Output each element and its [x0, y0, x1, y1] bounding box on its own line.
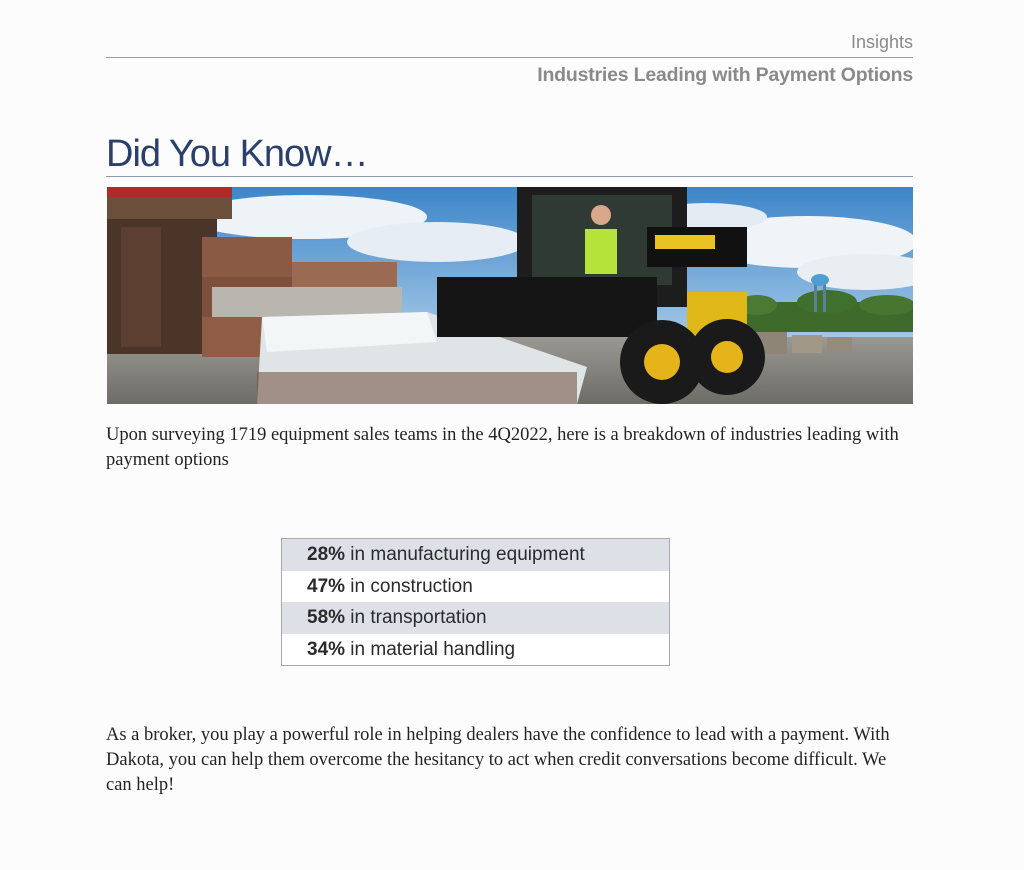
stat-row-construction	[282, 571, 669, 603]
stat-percent: 47%	[307, 575, 346, 597]
stat-label: in construction	[345, 575, 473, 597]
title-divider	[106, 176, 913, 177]
page-title: Did You Know…	[106, 133, 368, 175]
stat-percent: 58%	[307, 607, 346, 628]
stat-percent: 28%	[307, 544, 346, 565]
stat-row-manufacturing	[282, 539, 669, 571]
stat-percent: 34%	[307, 638, 346, 660]
stat-label: in transportation	[345, 607, 487, 628]
intro-paragraph: Upon surveying 1719 equipment sales teams in the 4Q2022, here is a breakdown of industries leading with payment options	[106, 425, 899, 470]
header-divider	[106, 57, 913, 58]
hero-image	[107, 187, 913, 404]
title-block	[106, 132, 913, 177]
stat-label: in material handling	[345, 638, 516, 660]
skid-steer-photo	[107, 187, 913, 404]
stat-row-material-handling	[282, 634, 669, 666]
stat-label: in manufacturing equipment	[345, 544, 585, 565]
stats-table	[281, 538, 670, 666]
closing-paragraph: As a broker, you play a powerful role in helping dealers have the confidence to lead with a payment. With Dakota, you can help them overcome the hesitancy to act when credit conversations become difficult. We can help!	[106, 725, 890, 795]
page-subtitle: Industries Leading with Payment Options	[537, 64, 913, 86]
stat-row-transportation	[282, 602, 669, 634]
page-header	[106, 28, 913, 87]
section-label: Insights	[850, 32, 913, 52]
